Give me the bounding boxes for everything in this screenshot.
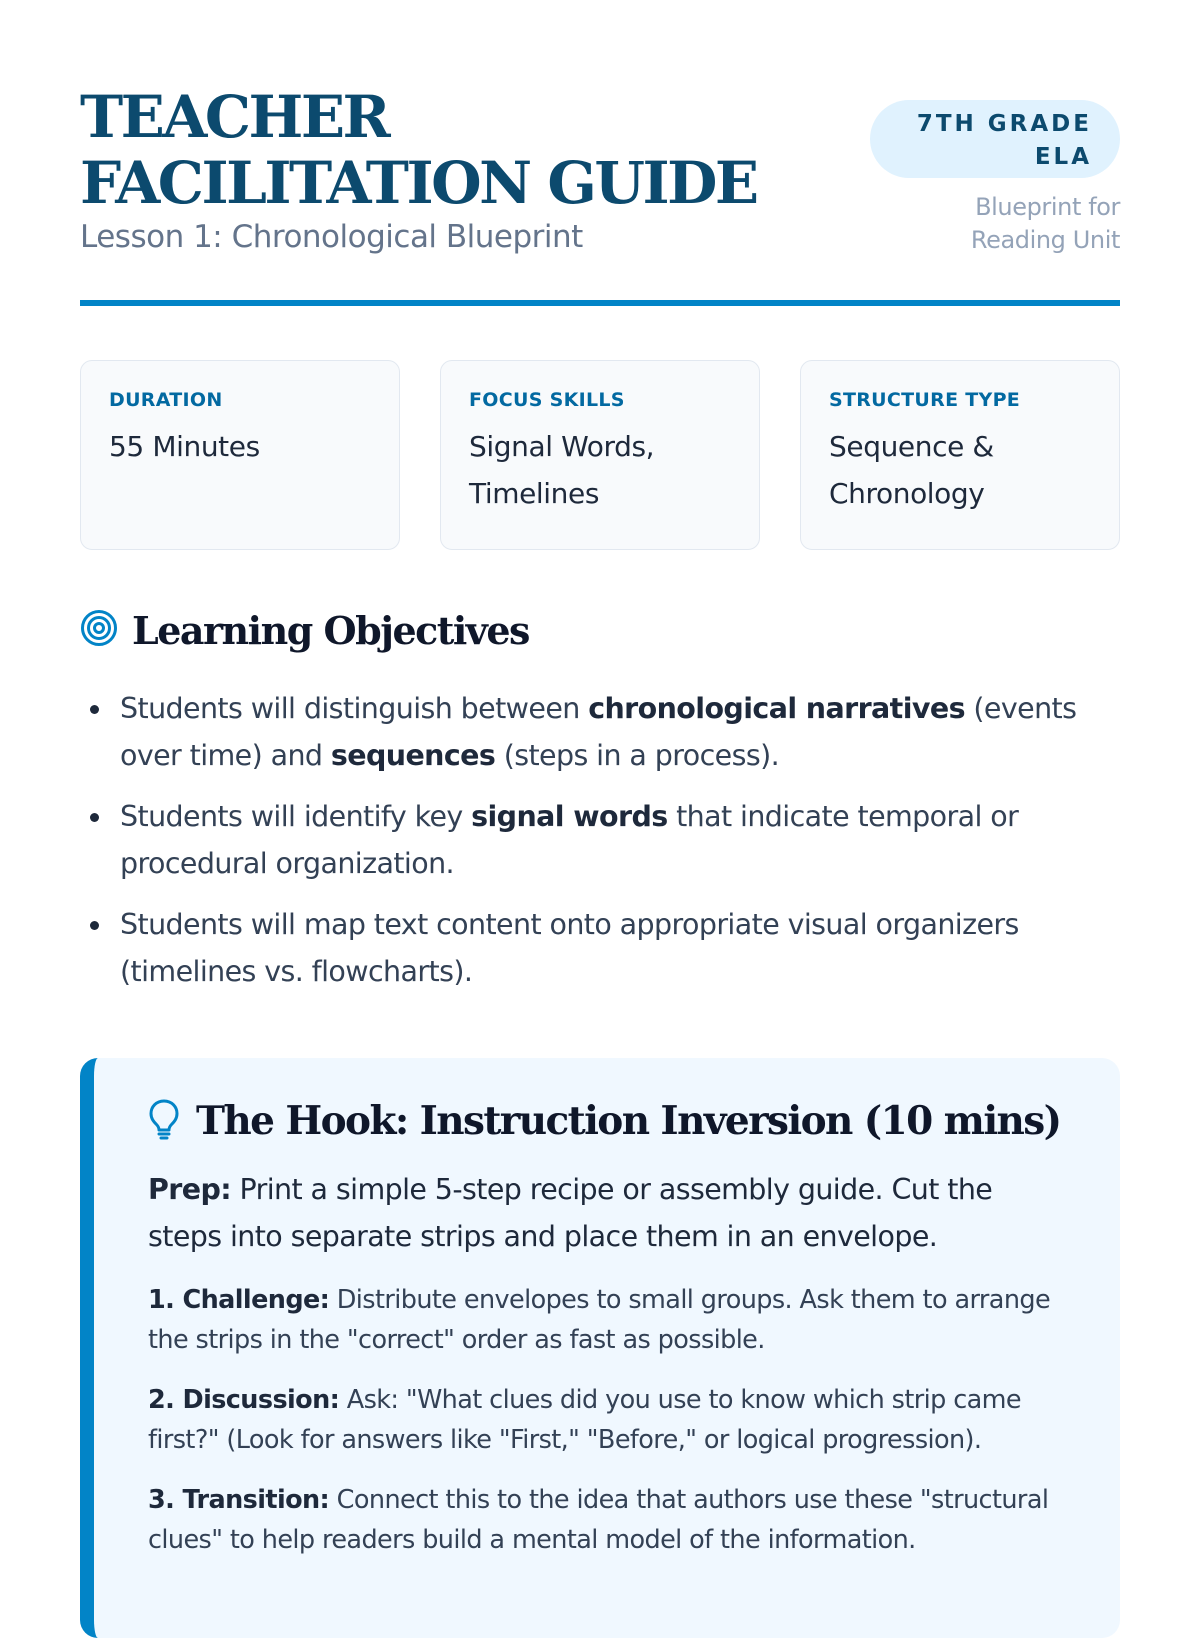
target-icon [80,609,118,651]
prep-note [148,1166,1070,1260]
list-item [80,901,1120,995]
objective-term: chronological narratives [588,692,965,725]
list-item [80,685,1120,779]
page-header [80,80,1120,310]
objective-text: Students will distinguish between [120,692,589,725]
card-label: DURATION [109,389,223,411]
grade-badge: 7TH GRADE ELA [870,100,1120,178]
unit-label: Blueprint for Reading Unit [970,193,1120,254]
hook-title: The Hook: Instruction Inversion (10 mins) [196,1098,1061,1144]
page-title: TEACHER FACILITATION GUIDE [80,83,757,217]
focus-skills-card [440,360,760,550]
list-item [80,793,1120,887]
duration-card [80,360,400,550]
lesson-subtitle: Lesson 1: Chronological Blueprint [80,219,583,255]
card-value: Sequence & Chronology [829,430,994,510]
objectives-heading [80,605,529,655]
card-value: Signal Words, Timelines [469,430,655,510]
hook-heading [148,1094,1070,1148]
step-item [148,1380,1070,1460]
step-text: Connect this to the idea that authors use these "structural clues" to help readers build a mental model of the information. [148,1485,1049,1555]
card-label: STRUCTURE TYPE [829,389,1021,411]
step-text: Distribute envelopes to small groups. Ask them to arrange the strips in the "correct" order as fast as possible. [148,1285,1051,1355]
hook-callout [80,1058,1120,1638]
objective-text: (steps in a process). [495,739,780,772]
objective-term: signal words [471,800,668,833]
objectives-list [80,685,1120,1009]
section-title: Learning Objectives [132,607,529,653]
objective-text: that indicate temporal or procedural organization. [120,800,1019,880]
step-text: Ask: "What clues did you use to know which strip came first?" (Look for answers like "First," "Before," or logical progression). [148,1385,1021,1455]
card-value: 55 Minutes [109,430,260,463]
step-label: 2. Discussion: [148,1385,340,1415]
prep-label: Prep: [148,1173,232,1206]
prep-text: Print a simple 5-step recipe or assembly guide. Cut the steps into separate strips and place them in an envelope. [148,1173,993,1253]
structure-type-card [800,360,1120,550]
step-item [148,1480,1070,1560]
card-label: FOCUS SKILLS [469,389,625,411]
header-divider [80,300,1120,306]
objective-text: Students will identify key [120,800,472,833]
step-item [148,1280,1070,1360]
lightbulb-icon [148,1098,180,1144]
step-label: 3. Transition: [148,1485,330,1515]
objective-term: sequences [330,739,496,772]
objective-text: Students will map text content onto appropriate visual organizers (timelines vs. flowcharts). [120,908,1019,988]
objective-text: (events over time) and [120,692,1077,772]
step-label: 1. Challenge: [148,1285,330,1315]
